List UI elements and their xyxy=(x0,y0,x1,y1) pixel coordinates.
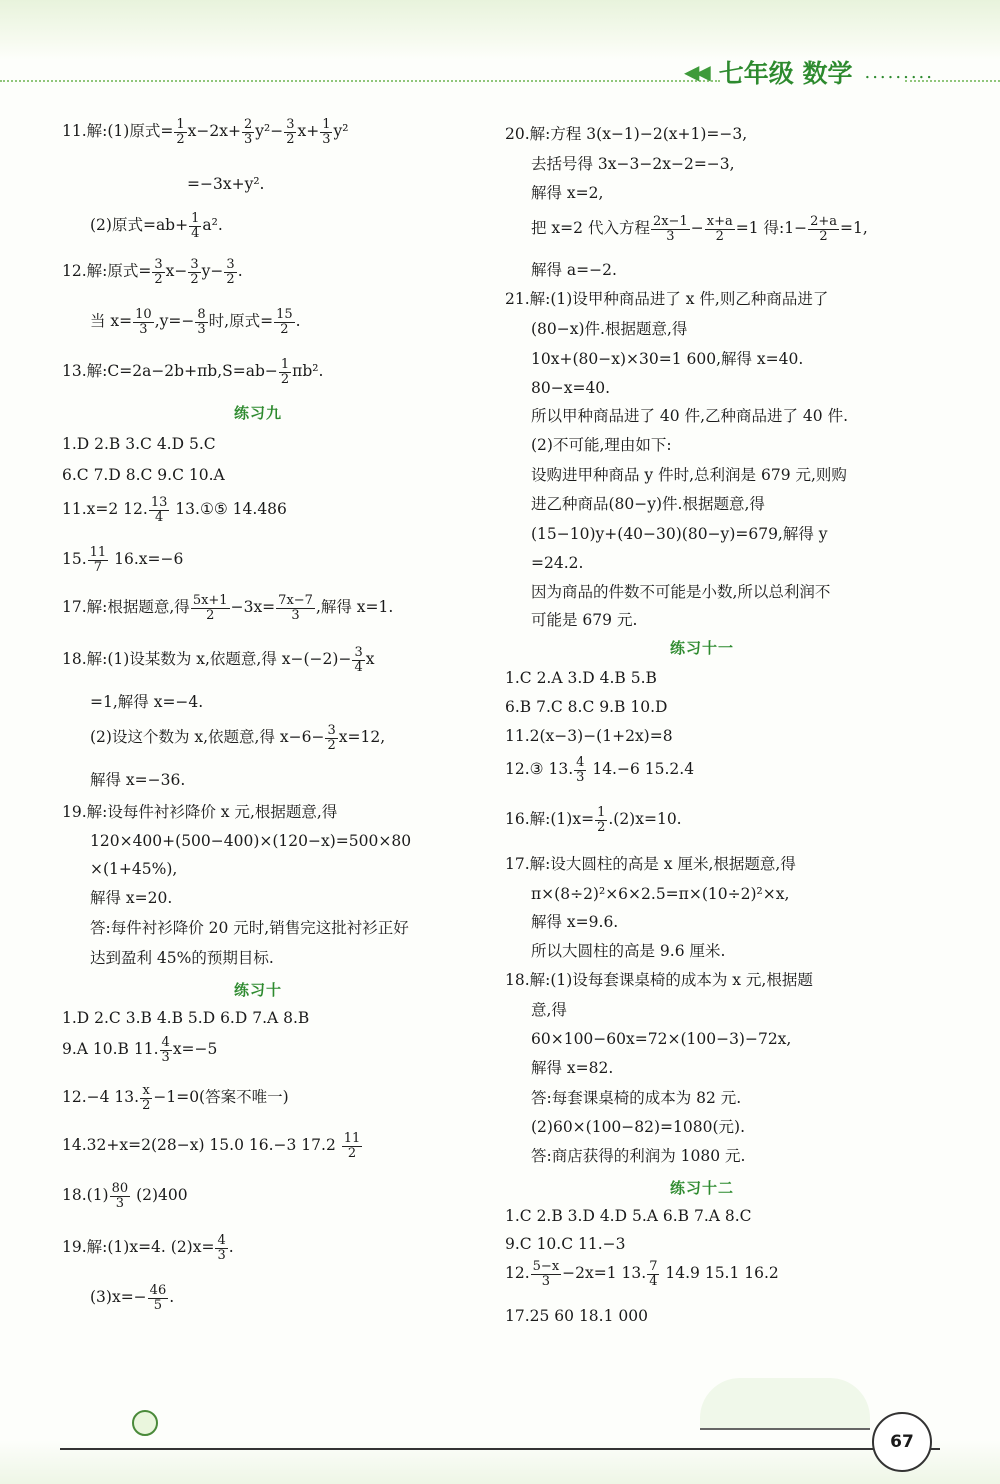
double-arrow-icon: ◀◀ xyxy=(684,60,707,84)
answer-line: =1,解得 x=−4. xyxy=(90,693,204,711)
answer-line: 13.解:C=2a−2b+πb,S=ab− $\frac{1}{2}$ πb². xyxy=(62,357,324,387)
answer-line: 因为商品的件数不可能是小数,所以总利润不 xyxy=(531,583,831,601)
answer-line: 11.解:(1)原式= $\frac{1}{2}$ x−2x+ $\frac{2}{3}$ y²− $\frac{3}{2}$ x+ $\frac{1}{3}$ y² xyxy=(62,117,349,147)
answer-line: 21.解:(1)设甲种商品进了 x 件,则乙种商品进了 xyxy=(505,290,829,308)
answer-line: 18.解:(1)设某数为 x,依题意,得 x−(−2)− $\frac{3}{4}$ x xyxy=(62,645,375,675)
section-title-10: 练习十 xyxy=(234,981,283,999)
answer-line: 解得 x=−36. xyxy=(90,771,186,789)
answer-line: 19.解:(1)x=4. (2)x= $\frac{4}{3}$ . xyxy=(62,1233,234,1263)
answer-line: 解得 x=2, xyxy=(531,184,604,202)
answer-line: (2)原式=ab+ $\frac{1}{4}$ a². xyxy=(90,211,223,241)
answer-line: 12.解:原式= $\frac{3}{2}$ x− $\frac{3}{2}$ y− $\frac{3}{2}$ . xyxy=(62,257,243,287)
section-title-12: 练习十二 xyxy=(670,1179,735,1197)
cartoon-scene-decoration xyxy=(700,1378,870,1430)
page-number-badge: 67 xyxy=(872,1412,932,1472)
answer-line: (2)不可能,理由如下: xyxy=(531,436,672,454)
answer-line: 答:商店获得的利润为 1080 元. xyxy=(531,1147,746,1165)
answer-line: 意,得 xyxy=(531,1001,567,1019)
answer-line: 当 x= $\frac{10}{3}$ ,y=− $\frac{8}{3}$ 时,原式= $\frac{15}{2}$ . xyxy=(90,307,301,337)
answer-line: 去括号得 3x−3−2x−2=−3, xyxy=(531,155,735,173)
page-header xyxy=(684,54,934,90)
answer-line: 16.解:(1)x= $\frac{1}{2}$ .(2)x=10. xyxy=(505,805,682,835)
answer-line: 解得 x=9.6. xyxy=(531,913,619,931)
answer-line: 10x+(80−x)×30=1 600,解得 x=40. xyxy=(531,350,804,368)
answer-line: 18.解:(1)设每套课桌椅的成本为 x 元,根据题 xyxy=(505,971,813,989)
ground-line xyxy=(60,1448,940,1450)
answer-line: 19.解:设每件衬衫降价 x 元,根据题意,得 xyxy=(62,803,338,821)
answer-line: 9.A 10.B 11. $\frac{4}{3}$ x=−5 xyxy=(62,1035,218,1065)
answer-line: 9.C 10.C 11.−3 xyxy=(505,1235,626,1253)
answer-line: 6.B 7.C 8.C 9.B 10.D xyxy=(505,698,668,716)
header-title: 七年级 数学 xyxy=(718,59,853,88)
answer-line: 120×400+(500−400)×(120−x)=500×80 xyxy=(90,832,412,850)
answer-line: 11.x=2 12. $\frac{13}{4}$ 13.①⑤ 14.486 xyxy=(62,495,287,525)
answer-line: 60×100−60x=72×(100−3)−72x, xyxy=(531,1030,792,1048)
answer-line: =−3x+y². xyxy=(187,175,265,193)
answer-line: 12.−4 13. $\frac{x}{2}$ −1=0(答案不唯一) xyxy=(62,1083,289,1113)
answer-line: 1.C 2.B 3.D 4.D 5.A 6.B 7.A 8.C xyxy=(505,1207,752,1225)
answer-line: (3)x=− $\frac{46}{5}$ . xyxy=(90,1283,175,1313)
section-title-11: 练习十一 xyxy=(670,639,735,657)
answer-line: 达到盈利 45%的预期目标. xyxy=(90,949,274,967)
answer-line: =24.2. xyxy=(531,554,584,572)
answer-line: 17.解:根据题意,得 $\frac{5x+1}{2}$ −3x= $\frac{7x-7}{3}$ ,解得 x=1. xyxy=(62,593,394,623)
answer-line: 17.25 60 18.1 000 xyxy=(505,1307,648,1325)
answer-line: 14.32+x=2(28−x) 15.0 16.−3 17.2 $\frac{11}{2}$ xyxy=(62,1131,361,1161)
answer-line: 把 x=2 代入方程 $\frac{2x-1}{3}$ − $\frac{x+a}{2}$ =1 得:1− $\frac{2+a}{2}$ =1, xyxy=(531,214,868,244)
answer-line: π×(8÷2)²×6×2.5=π×(10÷2)²×x, xyxy=(531,885,790,903)
answer-line: (80−x)件.根据题意,得 xyxy=(531,320,688,338)
answer-line: 17.解:设大圆柱的高是 x 厘米,根据题意,得 xyxy=(505,855,796,873)
tree-icon xyxy=(132,1410,158,1436)
top-grass-decoration xyxy=(0,0,1000,60)
answer-line: 20.解:方程 3(x−1)−2(x+1)=−3, xyxy=(505,125,748,143)
answer-line: 6.C 7.D 8.C 9.C 10.A xyxy=(62,466,225,484)
answer-line: 答:每件衬衫降价 20 元时,销售完这批衬衫正好 xyxy=(90,919,409,937)
answer-line: 设购进甲种商品 y 件时,总利润是 679 元,则购 xyxy=(531,466,847,484)
answer-line: 11.2(x−3)−(1+2x)=8 xyxy=(505,727,673,745)
answer-line: 12.③ 13. $\frac{4}{3}$ 14.−6 15.2.4 xyxy=(505,755,695,785)
section-title-9: 练习九 xyxy=(234,404,283,422)
answer-line: 18.(1) $\frac{80}{3}$ (2)400 xyxy=(62,1181,188,1211)
answer-line: 进乙种商品(80−y)件.根据题意,得 xyxy=(531,495,765,513)
header-dotted-rule xyxy=(0,80,720,82)
answer-line: 解得 x=82. xyxy=(531,1059,614,1077)
answer-line: 可能是 679 元. xyxy=(531,611,638,629)
answer-line: 所以大圆柱的高是 9.6 厘米. xyxy=(531,942,726,960)
answer-line: (2)60×(100−82)=1080(元). xyxy=(531,1118,746,1136)
footer-decoration xyxy=(0,1440,1000,1484)
answer-line: ×(1+45%), xyxy=(90,860,178,878)
answer-line: 15. $\frac{11}{7}$ 16.x=−6 xyxy=(62,545,184,575)
answer-line: 1.D 2.C 3.B 4.B 5.D 6.D 7.A 8.B xyxy=(62,1009,310,1027)
answer-line: 解得 x=20. xyxy=(90,889,173,907)
answer-line: 12. $\frac{5-x}{3}$ −2x=1 13. $\frac{7}{4}$ 14.9 15.1 16.2 xyxy=(505,1259,779,1289)
answer-line: (2)设这个数为 x,依题意,得 x−6− $\frac{3}{2}$ x=12, xyxy=(90,723,386,753)
answer-line: 解得 a=−2. xyxy=(531,261,617,279)
header-dots: ......... xyxy=(864,61,934,83)
answer-line: 80−x=40. xyxy=(531,379,611,397)
answer-line: 所以甲种商品进了 40 件,乙种商品进了 40 件. xyxy=(531,407,849,425)
answer-line: 1.D 2.B 3.C 4.D 5.C xyxy=(62,435,216,453)
answer-line: (15−10)y+(40−30)(80−y)=679,解得 y xyxy=(531,525,828,543)
answer-line: 1.C 2.A 3.D 4.B 5.B xyxy=(505,669,657,687)
answer-line: 答:每套课桌椅的成本为 82 元. xyxy=(531,1089,742,1107)
